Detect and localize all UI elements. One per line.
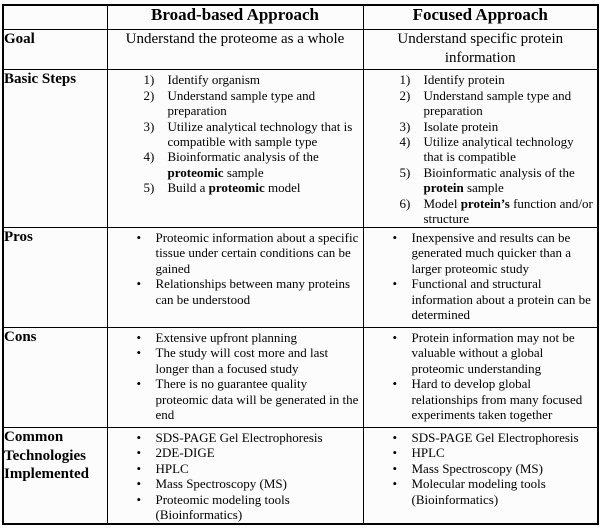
comparison-table xyxy=(2,4,599,525)
bulleted-list xyxy=(364,428,598,507)
table-row xyxy=(3,427,598,523)
list-item: • Relationships between many proteins can be understood xyxy=(136,276,359,307)
numbered-list xyxy=(108,70,363,196)
focused-approach-cell xyxy=(363,427,598,523)
table-body xyxy=(3,29,598,524)
list-item: Identify protein xyxy=(423,72,505,88)
table-row xyxy=(3,70,598,228)
list-item: Bioinformatic analysis of the protein sample xyxy=(423,164,575,196)
broad-approach-cell xyxy=(107,427,363,523)
list-item: • HPLC xyxy=(392,445,594,460)
list-item: • 2DE-DIGE xyxy=(136,445,359,460)
row-label: Common Technologies Implemented xyxy=(3,427,107,523)
list-item: • Functional and structural information about a protein can be determined xyxy=(392,276,594,322)
list-item: Understand sample type and preparation xyxy=(423,87,572,119)
list-item: • Extensive upfront planning xyxy=(136,330,359,345)
list-item: • Molecular modeling tools (Bioinformatics) xyxy=(392,476,594,507)
broad-approach-cell xyxy=(107,327,363,427)
focused-approach-cell xyxy=(363,327,598,427)
list-item: • SDS-PAGE Gel Electrophoresis xyxy=(392,430,594,445)
list-item: Isolate protein xyxy=(423,118,499,134)
broad-approach-cell xyxy=(107,29,363,70)
list-item: • Proteomic modeling tools (Bioinformatics) xyxy=(136,492,359,523)
list-item: • The study will cost more and last longer than a focused study xyxy=(136,345,359,376)
list-item: Bioinformatic analysis of the proteomic sample xyxy=(167,149,319,180)
bulleted-list xyxy=(364,328,598,423)
cell-text: Understand the proteome as a whole xyxy=(125,30,345,47)
focused-approach-cell xyxy=(363,29,598,70)
cell-text: Understand specific protein information xyxy=(397,30,564,67)
focused-approach-header: Focused Approach xyxy=(363,5,598,29)
header-row xyxy=(3,5,598,29)
row-label: Goal xyxy=(3,29,107,70)
list-item: Identify organism xyxy=(167,72,261,88)
broad-approach-header: Broad-based Approach xyxy=(107,5,363,29)
table-row xyxy=(3,227,598,327)
list-item: Utilize analytical technology that is compatible with sample type xyxy=(167,118,353,149)
bulleted-list xyxy=(108,328,363,423)
row-label: Cons xyxy=(3,327,107,427)
focused-approach-cell xyxy=(363,227,598,327)
list-item: • Inexpensive and results can be generated much quicker than a larger proteomic study xyxy=(392,230,594,276)
bulleted-list xyxy=(108,428,363,523)
broad-approach-cell xyxy=(107,70,363,228)
table-row xyxy=(3,29,598,70)
list-item: Utilize analytical technology that is compatible xyxy=(423,133,574,165)
bulleted-list xyxy=(108,228,363,307)
table-row xyxy=(3,327,598,427)
row-label: Basic Steps xyxy=(3,70,107,228)
list-item: • HPLC xyxy=(136,461,359,476)
bulleted-list xyxy=(364,228,598,323)
focused-approach-cell xyxy=(363,70,598,228)
list-item: • Protein information may not be valuable without a global proteomic understanding xyxy=(392,330,594,376)
row-label: Pros xyxy=(3,227,107,327)
list-item: • There is no guarantee quality proteomic data will be generated in the end xyxy=(136,376,359,422)
list-item: • SDS-PAGE Gel Electrophoresis xyxy=(136,430,359,445)
list-item: • Hard to develop global relationships from many focused experiments taken together xyxy=(392,376,594,422)
broad-approach-cell xyxy=(107,227,363,327)
list-item: Build a proteomic model xyxy=(167,180,301,196)
numbered-list xyxy=(364,70,598,227)
list-item: • Mass Spectroscopy (MS) xyxy=(392,461,594,476)
list-item: • Proteomic information about a specific tissue under certain conditions can be gained xyxy=(136,230,359,276)
list-item: • Mass Spectroscopy (MS) xyxy=(136,476,359,491)
corner-cell xyxy=(3,5,107,29)
list-item: Model protein’s function and/or structure xyxy=(423,195,593,227)
list-item: Understand sample type and preparation xyxy=(167,87,316,119)
